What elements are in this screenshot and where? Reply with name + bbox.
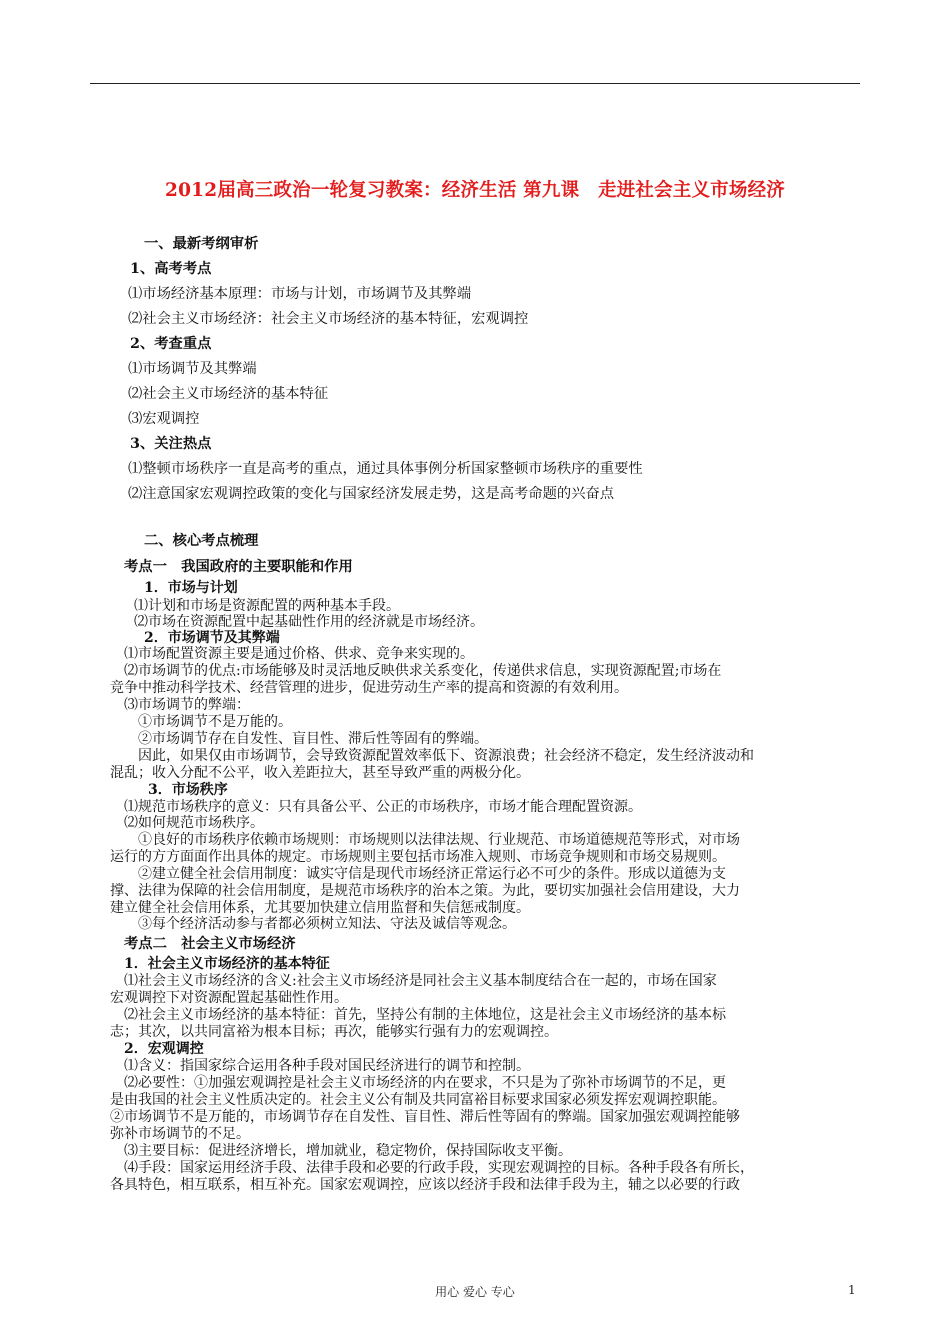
page-footer: 用心 爱心 专心 [435,1285,515,1299]
subsection-heading: 3．市场秩序 [148,782,228,798]
body-line: 因此，如果仅由市场调节，会导致资源配置效率低下、资源浪费；社会经济不稳定，发生经济波动和 [138,748,754,764]
body-line: 竞争中推动科学技术、经营管理的进步，促进劳动生产率的提高和资源的有效利用。 [110,680,628,696]
body-line: ⑵社会主义市场经济的基本特征 [128,386,329,402]
body-line: ⑴含义：指国家综合运用各种手段对国民经济进行的调节和控制。 [124,1058,530,1074]
body-line: ⑴社会主义市场经济的含义:社会主义市场经济是同社会主义基本制度结合在一起的，市场在国家 [124,973,717,989]
body-line: 志；其次，以共同富裕为根本目标；再次，能够实行强有力的宏观调控。 [110,1024,558,1040]
page-number: 1 [848,1283,856,1297]
body-line: ⑵市场调节的优点:市场能够及时灵活地反映供求关系变化，传递供求信息，实现资源配置;市场在 [124,663,722,679]
subsection-heading: 1、高考考点 [130,261,212,277]
body-line: 是由我国的社会主义性质决定的。社会主义公有制及共同富裕目标要求国家必须发挥宏观调控职能。 [110,1092,726,1108]
body-line: ⑶市场调节的弊端： [124,697,250,713]
body-line: ⑶宏观调控 [128,411,200,427]
body-line: ⑵如何规范市场秩序。 [124,815,264,831]
body-line: ⑴整顿市场秩序一直是高考的重点，通过具体事例分析国家整顿市场秩序的重要性 [128,461,643,477]
body-line: ⑶主要目标：促进经济增长，增加就业，稳定物价，保持国际收支平衡。 [124,1143,572,1159]
header-rule [90,83,860,84]
subsection-heading: 3、关注热点 [130,436,212,452]
body-line: ⑵社会主义市场经济的基本特征：首先，坚持公有制的主体地位，这是社会主义市场经济的基本标 [124,1007,726,1023]
body-line: 运行的方方面面作出具体的规定。市场规则主要包括市场准入规则、市场竞争规则和市场交易规则。 [110,849,726,865]
body-line: ⑴市场经济基本原理：市场与计划，市场调节及其弊端 [128,286,472,302]
body-line: 弥补市场调节的不足。 [110,1126,250,1142]
subsection-heading: 2．宏观调控 [124,1041,204,1057]
section-heading: 一、最新考纲审析 [144,236,259,252]
body-line: ⑵市场在资源配置中起基础性作用的经济就是市场经济。 [134,614,484,630]
body-line: ⑴计划和市场是资源配置的两种基本手段。 [134,598,400,614]
subsection-heading: 2、考查重点 [130,336,212,352]
topic-heading: 考点一 我国政府的主要职能和作用 [124,559,353,575]
body-line: ⑴市场调节及其弊端 [128,361,257,377]
document-title: 2012届高三政治一轮复习教案：经济生活 第九课 走进社会主义市场经济 [165,180,785,201]
topic-heading: 考点二 社会主义市场经济 [124,936,296,952]
body-line: ⑵社会主义市场经济：社会主义市场经济的基本特征，宏观调控 [128,311,529,327]
body-line: 撑、法律为保障的社会信用制度，是规范市场秩序的治本之策。为此，要切实加强社会信用建设，大力 [110,883,740,899]
body-line: ③每个经济活动参与者都必须树立知法、守法及诚信等观念。 [138,916,516,932]
body-line: 建立健全社会信用体系，尤其要加快建立信用监督和失信惩戒制度。 [110,900,530,916]
body-line: 混乱；收入分配不公平，收入差距拉大，甚至导致严重的两极分化。 [110,765,530,781]
body-line: ⑴规范市场秩序的意义：只有具备公平、公正的市场秩序，市场才能合理配置资源。 [124,799,642,815]
body-line: ⑷手段：国家运用经济手段、法律手段和必要的行政手段，实现宏观调控的目标。各种手段各有所长， [124,1160,754,1176]
subsection-heading: 1．市场与计划 [144,580,238,596]
section-heading: 二、核心考点梳理 [144,533,259,549]
subsection-heading: 1．社会主义市场经济的基本特征 [124,956,330,972]
body-line: 各具特色，相互联系，相互补充。国家宏观调控，应该以经济手段和法律手段为主，辅之以必要的行政 [110,1177,740,1193]
body-line: ②建立健全社会信用制度：诚实守信是现代市场经济正常运行必不可少的条件。形成以道德为支 [138,866,726,882]
body-line: ②市场调节不是万能的，市场调节存在自发性、盲目性、滞后性等固有的弊端。国家加强宏观调控能够 [110,1109,740,1125]
body-line: ⑵注意国家宏观调控政策的变化与国家经济发展走势，这是高考命题的兴奋点 [128,486,615,502]
body-line: ⑴市场配置资源主要是通过价格、供求、竞争来实现的。 [124,646,474,662]
body-line: ①市场调节不是万能的。 [138,714,292,730]
body-line: 宏观调控下对资源配置起基础性作用。 [110,990,348,1006]
body-line: ②市场调节存在自发性、盲目性、滞后性等固有的弊端。 [138,731,488,747]
body-line: ⑵必要性：①加强宏观调控是社会主义市场经济的内在要求，不只是为了弥补市场调节的不足，更 [124,1075,726,1091]
body-line: ①良好的市场秩序依赖市场规则：市场规则以法律法规、行业规范、市场道德规范等形式，对市场 [138,832,740,848]
subsection-heading: 2．市场调节及其弊端 [144,630,280,646]
